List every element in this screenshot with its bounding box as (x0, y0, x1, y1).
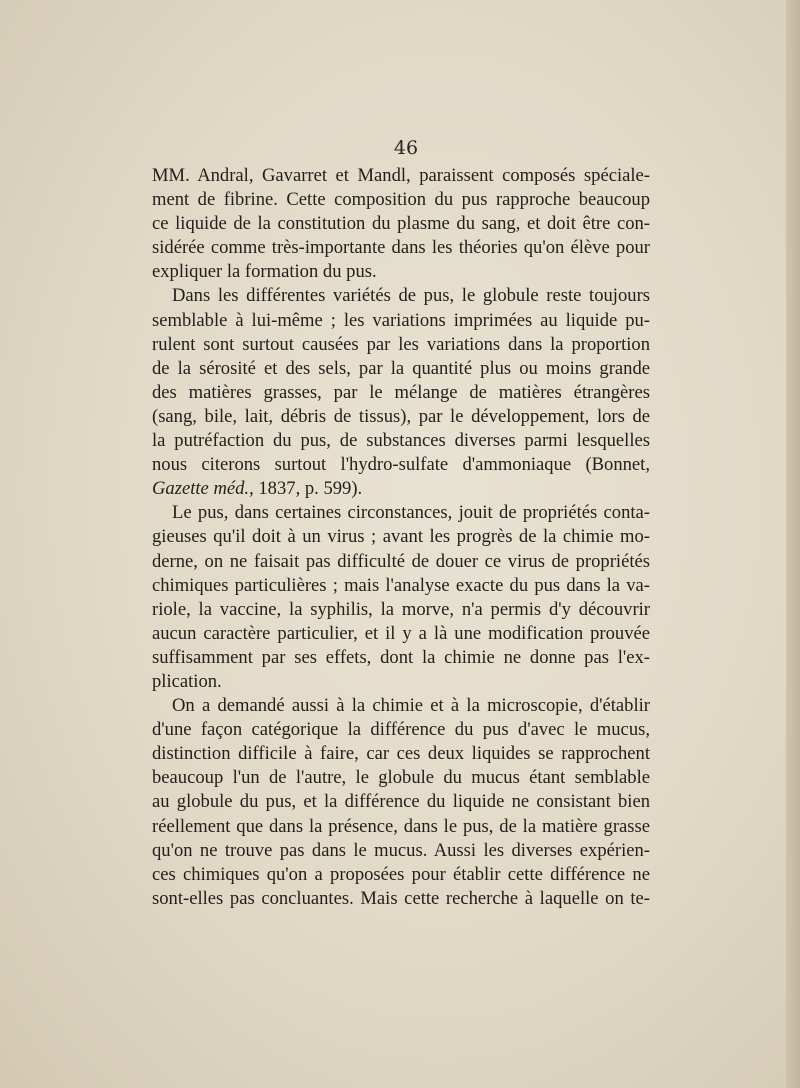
page-edge-shadow (786, 0, 800, 1088)
text-line: expliquer la formation du pus. (152, 261, 377, 283)
text-line: distinction difficile à faire, car ces deux liquides se rapprochent (152, 743, 650, 765)
text-line: chimiques particulières ; mais l'analyse exacte du pus dans la va- (152, 574, 650, 596)
text-line: sont-elles pas concluantes. Mais cette recherche à laquelle on te- (152, 887, 650, 909)
journal-title: Gazette méd. (152, 478, 250, 500)
text-line: d'une façon catégorique la différence du pus d'avec le mucus, (152, 719, 650, 741)
text-line: semblable à lui-même ; les variations imprimées au liquide pu- (152, 309, 650, 331)
citation-rest: , 1837, p. 599). (249, 478, 363, 500)
text-line: Le pus, dans certaines circonstances, jouit de propriétés conta- (172, 502, 650, 524)
text-line: des matières grasses, par le mélange de matières étrangères (152, 381, 650, 403)
text-line: au globule du pus, et la différence du liquide ne consistant bien (152, 791, 650, 813)
text-line: la putréfaction du pus, de substances diverses parmi lesquelles (152, 430, 650, 452)
text-line: aucun caractère particulier, et il y a là une modification prouvée (152, 622, 650, 644)
text-line: suffisamment par ses effets, dont la chimie ne donne pas l'ex- (152, 646, 650, 668)
text-line: ment de fibrine. Cette composition du pus rapproche beaucoup (152, 189, 650, 211)
text-line: nous citerons surtout l'hydro-sulfate d'ammoniaque (Bonnet, (152, 454, 650, 476)
text-line: rulent sont surtout causées par les variations dans la proportion (152, 333, 650, 355)
text-line: sidérée comme très-importante dans les théories qu'on élève pour (152, 237, 650, 259)
text-line: réellement que dans la présence, dans le pus, de la matière grasse (152, 815, 650, 837)
text-line: beaucoup l'un de l'autre, le globule du mucus étant semblable (152, 767, 650, 789)
text-line: Dans les différentes variétés de pus, le globule reste toujours (172, 285, 650, 307)
page-number: 46 (393, 137, 419, 159)
text-line: derne, on ne faisait pas difficulté de douer ce virus de propriétés (152, 550, 650, 572)
citation-line (152, 477, 650, 501)
text-line: ce liquide de la constitution du plasme du sang, et doit être con- (152, 213, 650, 235)
text-line: ces chimiques qu'on a proposées pour établir cette différence ne (152, 863, 650, 885)
text-line: (sang, bile, lait, débris de tissus), par le développement, lors de (152, 405, 650, 427)
text-line: gieuses qu'il doit à un virus ; avant les progrès de la chimie mo- (152, 526, 650, 548)
text-line: riole, la vaccine, la syphilis, la morve, n'a permis d'y découvrir (152, 598, 650, 620)
text-line: MM. Andral, Gavarret et Mandl, paraissent composés spéciale- (152, 165, 650, 186)
body-text (152, 164, 650, 911)
text-line: On a demandé aussi à la chimie et à la microscopie, d'établir (172, 695, 650, 717)
text-line: plication. (152, 670, 222, 692)
text-line: qu'on ne trouve pas dans le mucus. Aussi les diverses expérien- (152, 839, 650, 861)
text-line: de la sérosité et des sels, par la quantité plus ou moins grande (152, 357, 650, 379)
